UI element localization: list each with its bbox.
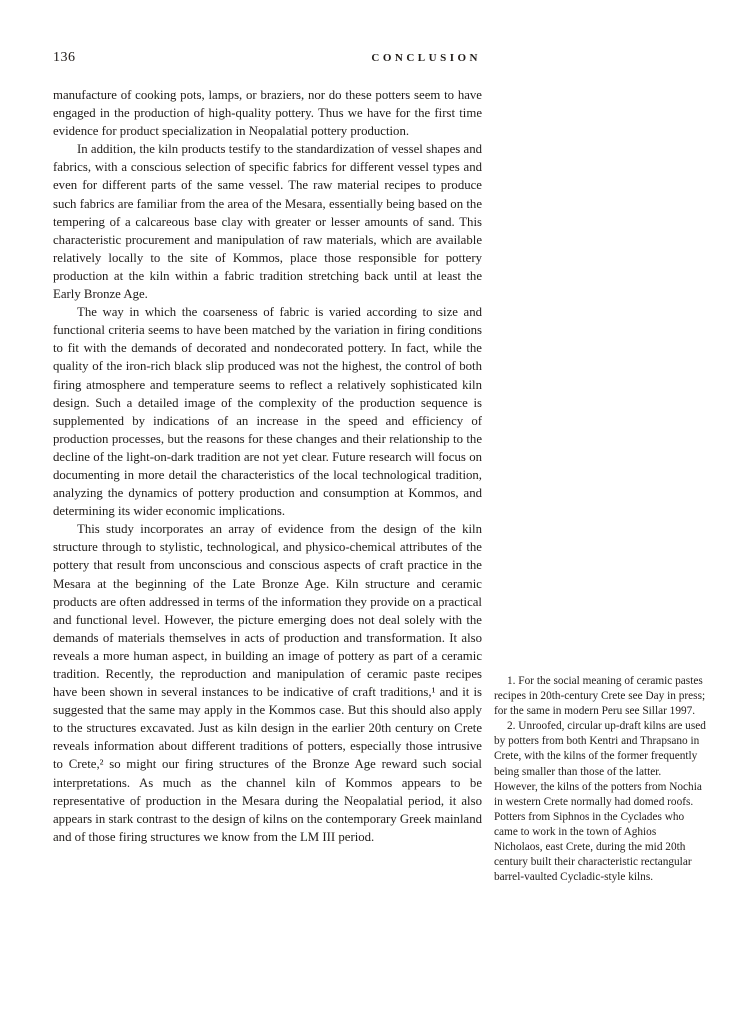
body-paragraph-3: The way in which the coarseness of fabric is varied according to size and functional criteria seems to have been matched by the variation in firing conditions to fit with the demands of decorated and nondecorated pottery. In fact, while the quality of the iron-rich black slip produced was not the highest, the control of both firing atmosphere and temperature seems to reflect a relatively sophisticated kiln design. Such a detailed image of the complexity of the production sequence is supplemented by indications of an increase in the speed and efficiency of production processes, but the reasons for these changes and their relationship to the decline of the light-on-dark tradition are not yet clear. Future research will focus on documenting in more detail the characteristics of the local technological tradition, analyzing the dynamics of pottery production and consumption at Kommos, and determining its wider economic implications. — [53, 305, 482, 519]
footnote-2: 2. Unroofed, circular up-draft kilns are used by potters from both Kentri and Thrapsano in Crete, with the kilns of the former frequently being smaller than those of the latter. However, the kilns of the potters from Nochia in western Crete normally had domed roofs. Potters from Siphnos in the Cyclades who came to work in the town of Aghios Nicholaos, east Crete, during the mid 20th century built their characteristic rectangular barrel-vaulted Cycladic-style kilns. — [494, 720, 706, 884]
footnote-1: 1. For the social meaning of ceramic pastes recipes in 20th-century Crete see Day in press; for the same in modern Peru see Sillar 1997. — [494, 675, 706, 718]
margin-footnotes — [494, 674, 706, 885]
running-header — [53, 50, 481, 66]
running-head-title: CONCLUSION — [371, 52, 481, 64]
main-text-column — [53, 86, 482, 846]
body-paragraph-4: This study incorporates an array of evidence from the design of the kiln structure through to stylistic, technological, and physico-chemical attributes of the pottery that result from unconscious and conscious aspects of craft practice in the Mesara at the beginning of the Late Bronze Age. Kiln structure and ceramic products are often addressed in terms of the information they provide on a practical and functional level. However, the picture emerging does not deal solely with the demands of materials themselves in acts of production and transformation. It also reveals a more human aspect, in building an image of pottery as part of a ceramic tradition. Recently, the reproduction and manipulation of ceramic paste recipes have been shown in several instances to be indicative of craft traditions,¹ and it is suggested that the same may apply in the Kommos case. But this should also apply to the structures excavated. Just as kiln design in the earlier 20th century on Crete reveals information about different traditions of potters, especially those intrusive to Crete,² so might our firing structures of the Bronze Age reward such social interpretations. As much as the channel kiln of Kommos appears to be representative of production in the Mesara during the Neopalatial period, it also appears in stark contrast to the design of kilns on the contemporary Greek mainland and of those firing structures we know from the LM III period. — [53, 522, 482, 844]
body-paragraph-1: manufacture of cooking pots, lamps, or braziers, nor do these potters seem to have engaged in the production of high-quality pottery. Thus we have for the first time evidence for product specialization in Neopalatial pottery production. — [53, 88, 482, 139]
body-paragraph-2: In addition, the kiln products testify to the standardization of vessel shapes and fabrics, with a conscious selection of specific fabrics for different vessel types and even for different parts of the same vessel. The raw material recipes to produce such fabrics are familiar from the area of the Mesara, essentially being based on the tempering of a calcareous base clay with greater or lesser amounts of sand. This characteristic procurement and manipulation of raw materials, which are available relatively locally to the site of Kommos, place those responsible for pottery production at the kiln within a fabric tradition stretching back until at least the Early Bronze Age. — [53, 142, 482, 302]
page-number: 136 — [53, 50, 76, 65]
